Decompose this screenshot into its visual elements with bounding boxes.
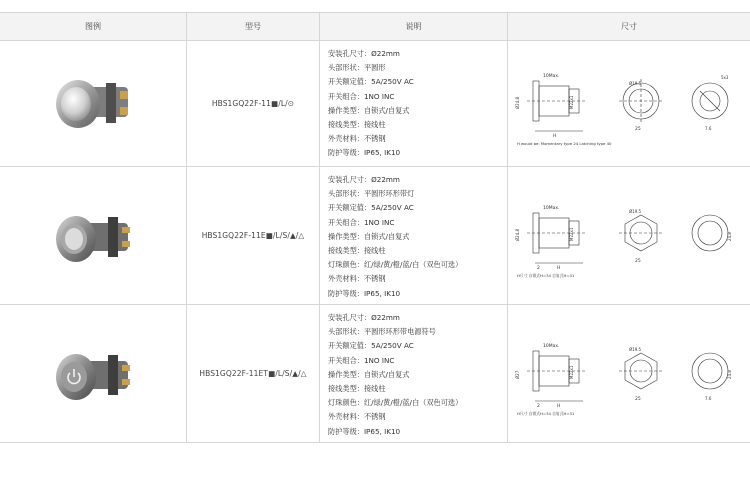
desc-line: 开关组合：1NO INC	[328, 91, 395, 101]
desc-line: 安装孔尺寸：Ø22mm	[328, 49, 400, 58]
desc-line: 灯珠颜色：红/绿/黄/橙/蓝/白（双色可选）	[328, 398, 463, 408]
desc-line: 开关组合：1NO INC	[328, 217, 395, 227]
desc-line: 安装孔尺寸：Ø22mm	[328, 175, 400, 184]
table-row	[0, 167, 750, 305]
push-button-image	[48, 69, 138, 139]
spec-table	[0, 12, 750, 443]
label-width: 25	[635, 258, 641, 264]
label-max: 10Max.	[543, 73, 560, 79]
label-width: 25	[635, 126, 641, 132]
push-button-image	[48, 339, 138, 409]
caption: H would be: Momentary type 24 Latching type 40	[517, 140, 612, 146]
label-two: 2	[537, 403, 540, 409]
desc-line: 开关组合：1NO INC	[328, 355, 395, 365]
header-model: 型号	[187, 13, 320, 40]
push-button-image	[48, 201, 138, 271]
label-max: 10Max.	[543, 205, 560, 211]
table-row	[0, 41, 750, 167]
label-nut: M22x1	[569, 95, 574, 109]
desc-line: 头部形状：平圆形环形带灯	[328, 189, 415, 199]
model-number: HBS1GQ22F-11■/L/⊙	[187, 41, 320, 166]
caption: H尺寸 自锁式H=34 自复式H=31	[517, 410, 575, 416]
header-legend: 图例	[0, 13, 187, 40]
header-description: 说明	[320, 13, 508, 40]
label-height: 24.8	[727, 231, 732, 241]
label-dia-a: Ø19.5	[629, 80, 642, 86]
desc-line: 开关额定值：5A/250V AC	[328, 77, 414, 87]
desc-line: 头部形状：平圆形环形带电源符号	[328, 327, 436, 337]
desc-line: 灯珠颜色：红/绿/黄/橙/蓝/白（双色可选）	[328, 260, 463, 270]
label-h: H	[553, 133, 557, 139]
model-number: HBS1GQ22F-11E■/L/S/▲/△	[187, 167, 320, 304]
label-seven: 7.6	[705, 125, 712, 131]
label-two: 2	[537, 265, 540, 271]
model-number: HBS1GQ22F-11ET■/L/S/▲/△	[187, 305, 320, 442]
dimension-drawing	[508, 167, 750, 304]
label-dia-a: Ø19.5	[629, 208, 642, 214]
desc-line: 安装孔尺寸：Ø22mm	[328, 313, 400, 322]
label-dia: Ø27	[515, 370, 520, 379]
label-dia: Ø24.8	[515, 96, 520, 109]
table-row	[0, 305, 750, 443]
desc-line: 外壳材料：不锈钢	[328, 274, 386, 284]
dimension-drawing	[508, 305, 750, 442]
header-dimensions: 尺寸	[621, 22, 637, 31]
label-h: H	[557, 265, 561, 271]
desc-line: 外壳材料：不锈钢	[328, 412, 386, 422]
description	[320, 305, 508, 442]
label-max: 10Max.	[543, 343, 560, 349]
product-photo	[0, 41, 187, 166]
label-seven: 7.6	[705, 395, 712, 401]
dimension-drawing	[508, 41, 750, 166]
product-photo	[0, 305, 187, 442]
label-nut: M22x1	[569, 365, 574, 379]
product-photo	[0, 167, 187, 304]
desc-line: 外壳材料：不锈钢	[328, 134, 386, 144]
caption: H尺寸 自锁式H=34 自复式H=31	[517, 272, 575, 278]
description	[320, 41, 508, 166]
label-height: 24.8	[727, 369, 732, 379]
table-header	[0, 12, 750, 41]
desc-line: 操作类型：自锁式/自复式	[328, 105, 410, 115]
label-h: H	[557, 403, 561, 409]
desc-line: 接线类型：接线柱	[328, 119, 386, 129]
label-width: 25	[635, 396, 641, 402]
technical-drawing	[513, 191, 745, 281]
label-nut: M22x1	[569, 227, 574, 241]
desc-line: 操作类型：自锁式/自复式	[328, 231, 410, 241]
desc-line: 防护等级：IP65, IK10	[328, 426, 401, 436]
desc-line: 接线类型：接线柱	[328, 245, 386, 255]
desc-line: 防护等级：IP65, IK10	[328, 288, 401, 298]
desc-line: 开关额定值：5A/250V AC	[328, 203, 414, 213]
desc-line: 操作类型：自锁式/自复式	[328, 369, 410, 379]
desc-line: 防护等级：IP65, IK10	[328, 148, 401, 158]
label-dia-a: Ø19.5	[629, 346, 642, 352]
description	[320, 167, 508, 304]
technical-drawing	[513, 329, 745, 419]
technical-drawing	[513, 59, 745, 149]
label-pin: 5x3	[721, 74, 729, 80]
desc-line: 开关额定值：5A/250V AC	[328, 341, 414, 351]
desc-line: 接线类型：接线柱	[328, 383, 386, 393]
label-dia: Ø24.8	[515, 228, 520, 241]
desc-line: 头部形状：平圆形	[328, 63, 386, 73]
